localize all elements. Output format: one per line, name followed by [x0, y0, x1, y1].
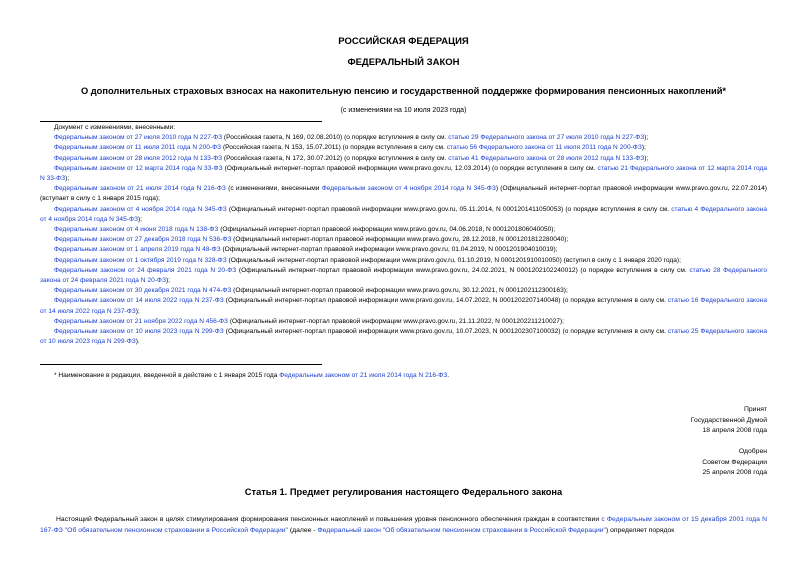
- law-link[interactable]: статью 4 Федерального закона от 4 ноября 2014 года N 345-ФЗ: [40, 205, 767, 223]
- plain-text: (Российская газета, N 153, 15.07.2011) (о порядке вступления в силу см.: [221, 144, 447, 152]
- law-link[interactable]: Федеральным законом от 11 июля 2011 года N 200-ФЗ: [54, 144, 222, 152]
- plain-text: (Официальный интернет-портал правовой информации www.pravo.gov.ru, 30.12.2021, N 0001202112300163);: [231, 287, 568, 295]
- adoption-duma-line: Принят: [743, 406, 767, 413]
- law-link[interactable]: статью 28 Федерального закона от 24 февраля 2021 года N 20-ФЗ: [40, 266, 767, 285]
- divider-top: [40, 121, 322, 122]
- plain-text: ) (Официальный интернет-портал правовой информации www.pravo.gov.ru, 22.07.2014) (вступает в силу с 1 января 2015 года);: [40, 185, 767, 203]
- amendment-item: [40, 164, 767, 184]
- plain-text: (Официальный интернет-портал правовой информации www.pravo.gov.ru, 04.06.2018, N 0001201806040050);: [218, 226, 556, 234]
- law-link[interactable]: Федеральным законом от 28 июля 2012 года N 133-ФЗ: [54, 154, 223, 162]
- law-link[interactable]: Федеральным законом от 10 июля 2023 года N 299-ФЗ: [54, 328, 224, 336]
- law-link[interactable]: Федеральным законом от 21 ноября 2022 года N 456-ФЗ: [54, 317, 229, 325]
- law-link[interactable]: Федеральным законом от 21 июля 2014 года N 216-ФЗ: [54, 185, 226, 193]
- footnote: [40, 371, 767, 381]
- plain-text: (Официальный интернет-портал правовой информации www.pravo.gov.ru, 01.04.2019, N 0001201904010019);: [220, 246, 558, 254]
- law-link[interactable]: статью 25 Федерального закона от 10 июля 2023 года N 299-ФЗ: [40, 328, 767, 346]
- plain-text: (Официальный интернет-портал правовой информации www.pravo.gov.ru, 01.10.2019, N 0001201910010050) (вступил в силу с 1 января 2020 года);: [226, 256, 681, 264]
- law-link[interactable]: Федеральным законом от 1 октября 2019 года N 328-ФЗ: [54, 256, 227, 264]
- amendment-item: [40, 235, 767, 245]
- law-link[interactable]: Федеральный закон "Об обязательном пенсионном страховании в Российской Федерации": [317, 527, 606, 535]
- plain-text: );: [641, 144, 646, 152]
- amendment-item: [40, 184, 767, 204]
- plain-text: Настоящий Федеральный закон в целях стимулирования формирования пенсионных накоплений и повышения уровня пенсионного обеспечения граждан в соответствии: [56, 516, 602, 523]
- adoption-duma-line: Государственной Думой: [690, 416, 767, 424]
- adoption-council-line: 25 апреля 2008 года: [702, 469, 767, 476]
- plain-text: (Официальный интернет-портал правовой информации www.pravo.gov.ru, 21.11.2022, N 0001202211210027);: [228, 317, 564, 325]
- law-link[interactable]: Федеральным законом от 27 июля 2010 года N 227-ФЗ: [54, 134, 223, 142]
- law-link[interactable]: Федеральным законом от 4 ноября 2014 года N 345-ФЗ: [321, 185, 496, 193]
- law-link[interactable]: статью 21 Федерального закона от 12 марта 2014 года N 33-ФЗ: [40, 164, 767, 183]
- plain-text: (Официальный интернет-портал правовой информации www.pravo.gov.ru, 28.12.2018, N 0001201812280040);: [231, 236, 569, 244]
- adoption-council-line: Советом Федерации: [702, 458, 767, 466]
- law-link[interactable]: Федеральным законом от 21 июля 2014 года N 216-ФЗ: [279, 372, 448, 379]
- plain-text: );: [644, 154, 649, 162]
- law-link[interactable]: Федеральным законом от 4 июня 2018 года N 138-ФЗ: [54, 226, 219, 234]
- adoption-council-line: Одобрен: [738, 448, 767, 455]
- amendment-item: [40, 154, 767, 164]
- law-link[interactable]: с Федеральным законом от 15 декабря 2001 года N 167-ФЗ "Об обязательном пенсионном страховании в Российской Федерации": [40, 516, 768, 535]
- amendment-item: [40, 286, 767, 296]
- law-link[interactable]: Федеральным законом от 4 ноября 2014 года N 345-ФЗ: [54, 205, 227, 213]
- adoption-council: [702, 447, 767, 479]
- amendment-item: [40, 266, 767, 286]
- adoption-duma: [691, 405, 767, 437]
- law-link[interactable]: Федеральным законом от 24 февраля 2021 года N 20-ФЗ: [54, 266, 237, 274]
- amendment-item: [40, 296, 767, 316]
- amendment-item: [40, 143, 767, 153]
- law-link[interactable]: Федеральным законом от 12 марта 2014 года N 33-ФЗ: [54, 164, 223, 172]
- amendments-intro: Документ с изменениями, внесенными:: [54, 124, 176, 131]
- amendment-item: [40, 256, 767, 266]
- law-link[interactable]: статью 29 Федерального закона от 27 июля 2010 года N 227-ФЗ: [448, 134, 645, 142]
- plain-text: (Российская газета, N 169, 02.08.2010) (о порядке вступления в силу см.: [222, 134, 449, 142]
- law-link[interactable]: Федеральным законом от 1 апреля 2019 года N 48-ФЗ: [54, 246, 221, 254]
- law-link[interactable]: Федеральным законом от 27 декабря 2018 года N 536-ФЗ: [54, 236, 232, 244]
- plain-text: (Официальный интернет-портал правовой информации www.pravo.gov.ru, 12.03.2014) (о порядке вступления в силу см.: [222, 164, 598, 172]
- plain-text: (Официальный интернет-портал правовой информации www.pravo.gov.ru, 05.11.2014, N 0001201411050053) (о порядке вступления в силу см.: [226, 205, 672, 213]
- article-1-text: [40, 514, 767, 536]
- law-type-heading: ФЕДЕРАЛЬНЫЙ ЗАКОН: [347, 57, 460, 68]
- plain-text: );: [137, 215, 142, 223]
- amendment-item: [40, 245, 767, 255]
- plain-text: );: [165, 277, 170, 285]
- edition-note: (с изменениями на 10 июля 2023 года): [340, 107, 467, 114]
- plain-text: ) определяет порядок: [605, 527, 675, 535]
- amendment-items: [40, 133, 767, 347]
- country-heading: РОССИЙСКАЯ ФЕДЕРАЦИЯ: [338, 36, 469, 47]
- amendment-item: [40, 133, 767, 143]
- law-link[interactable]: статью 56 Федерального закона от 11 июля 2011 года N 200-ФЗ: [446, 144, 642, 152]
- law-link[interactable]: статью 16 Федерального закона от 14 июля 2022 года N 237-ФЗ: [40, 297, 767, 315]
- plain-text: (Официальный интернет-портал правовой информации www.pravo.gov.ru, 24.02.2021, N 0001202102240012) (о порядке вступления в силу см.: [236, 266, 690, 274]
- plain-text: (Официальный интернет-портал правовой информации www.pravo.gov.ru, 14.07.2022, N 0001202207140048) (о порядке вступления в силу см.: [223, 297, 668, 305]
- plain-text: );: [65, 175, 70, 183]
- amendment-item: [40, 327, 767, 347]
- plain-text: * Наименование в редакции, введенной в действие с 1 января 2015 года: [54, 372, 280, 379]
- law-link[interactable]: Федеральным законом от 14 июля 2022 года N 237-ФЗ: [54, 297, 224, 305]
- law-title: О дополнительных страховых взносах на накопительную пенсию и государственной поддержке формирования пенсионных накоплений*: [80, 86, 727, 96]
- amendment-item: [40, 205, 767, 225]
- article-1-title: Статья 1. Предмет регулирования настоящего Федерального закона: [244, 487, 563, 497]
- plain-text: (Официальный интернет-портал правовой информации www.pravo.gov.ru, 10.07.2023, N 0001202307100032) (о порядке вступления в силу см.: [223, 328, 668, 336]
- plain-text: );: [135, 307, 140, 315]
- divider-footnote: [40, 364, 322, 365]
- plain-text: (Российская газета, N 172, 30.07.2012) (о порядке вступления в силу см.: [222, 154, 449, 162]
- law-link[interactable]: статью 41 Федерального закона от 28 июля 2012 года N 133-ФЗ: [448, 154, 645, 162]
- plain-text: ).: [135, 338, 140, 346]
- plain-text: (с изменениями, внесенными: [225, 185, 322, 193]
- amendment-item: [40, 225, 767, 235]
- plain-text: .: [447, 372, 450, 379]
- adoption-duma-line: 18 апреля 2008 года: [702, 427, 767, 434]
- law-link[interactable]: Федеральным законом от 30 декабря 2021 года N 474-ФЗ: [54, 287, 232, 295]
- amendments-list: [40, 123, 767, 347]
- plain-text: );: [644, 134, 649, 142]
- plain-text: (далее -: [287, 527, 318, 535]
- amendment-item: [40, 317, 767, 327]
